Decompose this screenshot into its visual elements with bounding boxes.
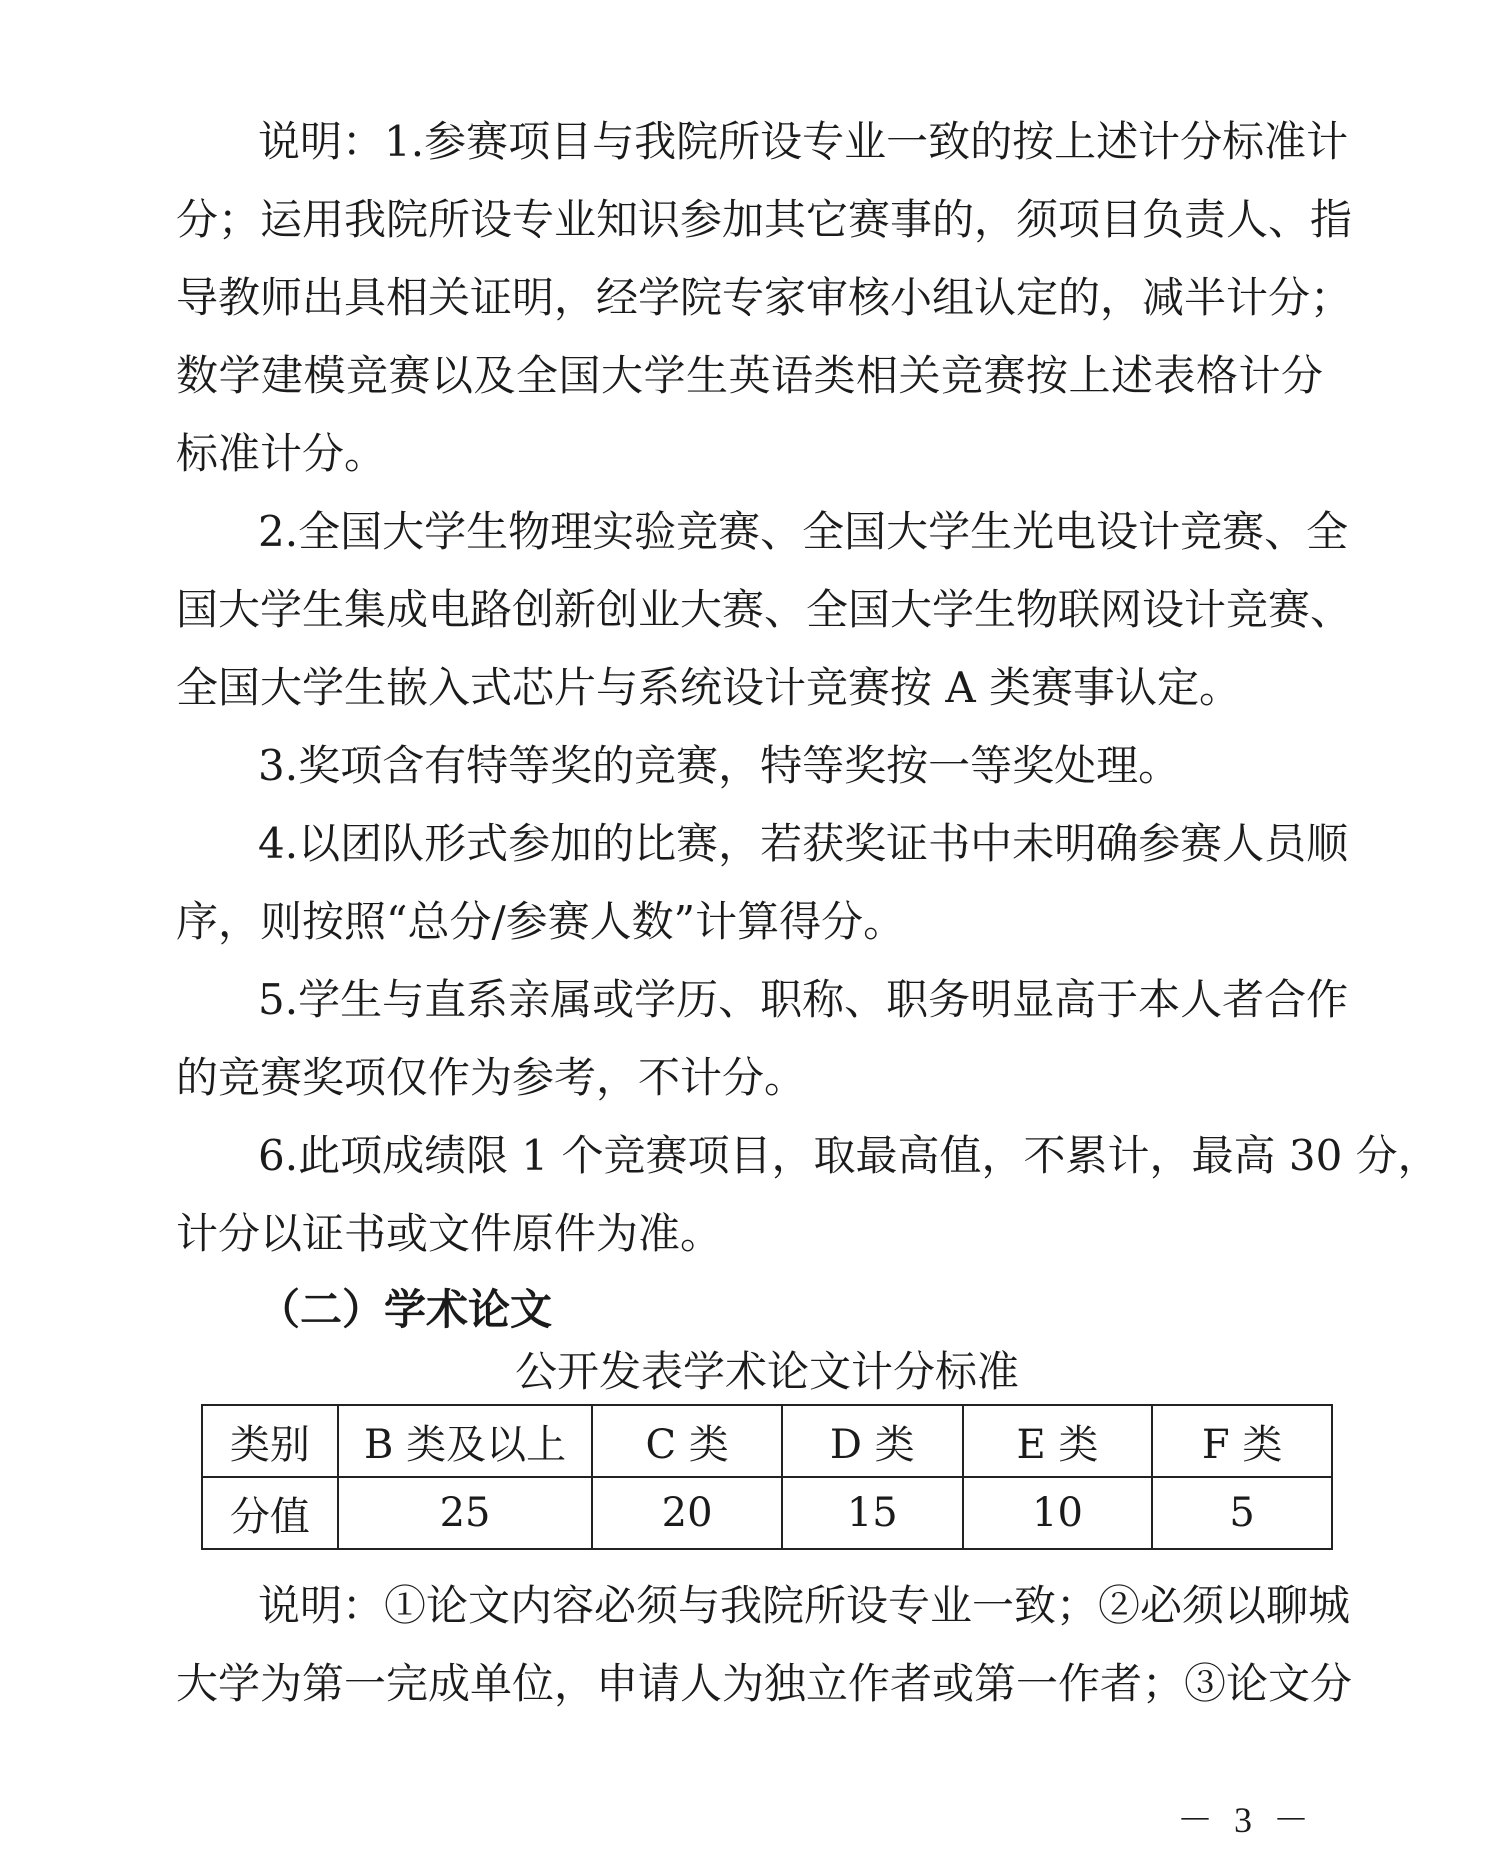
page-number: － 3 － — [1176, 1800, 1315, 1840]
paragraph-6-line-1: 6.此项成绩限 1 个竞赛项目，取最高值，不累计，最高 30 分， — [258, 1131, 1440, 1180]
table-row — [202, 1477, 1332, 1549]
score-table — [201, 1404, 1333, 1550]
table-header-cell: D 类 — [782, 1405, 963, 1477]
paragraph-5-line-1: 5.学生与直系亲属或学历、职称、职务明显高于本人者合作 — [258, 975, 1349, 1024]
table-cell: 15 — [782, 1477, 963, 1549]
paragraph-1-line-3: 导教师出具相关证明，经学院专家审核小组认定的，减半计分； — [176, 273, 1353, 322]
table-header-cell: F 类 — [1152, 1405, 1332, 1477]
paragraph-2-line-2: 国大学生集成电路创新创业大赛、全国大学生物联网设计竞赛、 — [176, 585, 1353, 634]
table-header-row — [202, 1405, 1332, 1477]
paragraph-2-line-3: 全国大学生嵌入式芯片与系统设计竞赛按 A 类赛事认定。 — [176, 663, 1242, 712]
table-cell: 5 — [1152, 1477, 1332, 1549]
paragraph-5-line-2: 的竞赛奖项仅作为参考，不计分。 — [176, 1053, 807, 1102]
paragraph-4-line-1: 4.以团队形式参加的比赛，若获奖证书中未明确参赛人员顺 — [258, 819, 1349, 868]
table-header-cell: E 类 — [963, 1405, 1153, 1477]
table-cell: 25 — [338, 1477, 593, 1549]
paragraph-2-line-1: 2.全国大学生物理实验竞赛、全国大学生光电设计竞赛、全 — [258, 507, 1349, 556]
table-header-cell: C 类 — [592, 1405, 782, 1477]
paragraph-1-line-1: 说明：1.参赛项目与我院所设专业一致的按上述计分标准计 — [258, 117, 1349, 166]
table-header-cell: 类别 — [202, 1405, 338, 1477]
paragraph-4-line-2: 序，则按照“总分/参赛人数”计算得分。 — [176, 897, 906, 946]
paragraph-1-line-2: 分；运用我院所设专业知识参加其它赛事的，须项目负责人、指 — [176, 195, 1353, 244]
table-caption: 公开发表学术论文计分标准 — [514, 1347, 1019, 1396]
paragraph-6-line-2: 计分以证书或文件原件为准。 — [176, 1209, 723, 1258]
paragraph-7-line-2: 大学为第一完成单位，申请人为独立作者或第一作者；③论文分 — [176, 1659, 1353, 1708]
table-header-cell: B 类及以上 — [338, 1405, 593, 1477]
table-cell: 分值 — [202, 1477, 338, 1549]
section-heading: （二）学术论文 — [258, 1285, 553, 1334]
paragraph-3-line-1: 3.奖项含有特等奖的竞赛，特等奖按一等奖处理。 — [258, 741, 1181, 790]
paragraph-1-line-4: 数学建模竞赛以及全国大学生英语类相关竞赛按上述表格计分 — [176, 351, 1323, 400]
table-cell: 10 — [963, 1477, 1153, 1549]
paragraph-1-line-5: 标准计分。 — [176, 429, 387, 478]
table-cell: 20 — [592, 1477, 782, 1549]
paragraph-7-line-1: 说明：①论文内容必须与我院所设专业一致；②必须以聊城 — [258, 1581, 1351, 1630]
